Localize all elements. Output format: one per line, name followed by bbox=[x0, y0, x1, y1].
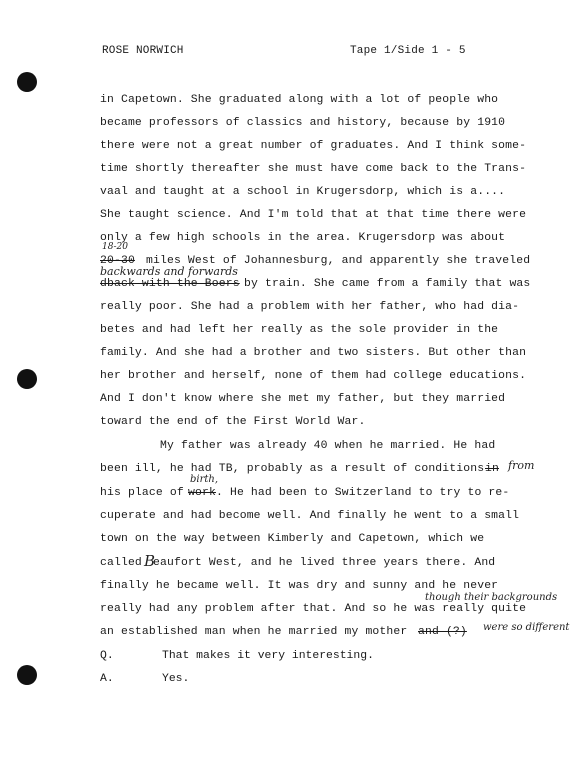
body-line: her brother and herself, none of them had college educations. bbox=[100, 370, 527, 382]
body-line: been ill, he had TB, probably as a result of conditions bbox=[100, 463, 485, 475]
struck-text: and (?) bbox=[418, 626, 467, 638]
struck-text: 20-30 bbox=[100, 255, 135, 267]
body-line: by train. She came from a family that was bbox=[244, 278, 531, 290]
struck-text: in bbox=[485, 463, 499, 475]
body-line: toward the end of the First World War. bbox=[100, 416, 366, 428]
struck-text: dback with the Boers bbox=[100, 278, 240, 290]
punch-hole bbox=[17, 665, 37, 685]
handwritten-insertion: birth, bbox=[190, 474, 219, 485]
handwritten-insertion: from bbox=[508, 459, 535, 472]
body-line: became professors of classics and history, because by 1910 bbox=[100, 117, 506, 129]
handwritten-insertion: though their backgrounds bbox=[425, 592, 558, 603]
body-line: in Capetown. She graduated along with a lot of people who bbox=[100, 94, 499, 106]
body-line: betes and had left her really as the sole provider in the bbox=[100, 324, 499, 336]
body-line: only a few high schools in the area. Krugersdorp was about bbox=[100, 232, 506, 244]
body-line: town on the way between Kimberly and Capetown, which we bbox=[100, 533, 485, 545]
body-line: really had any problem after that. And so he was really quite bbox=[100, 603, 527, 615]
body-line: really poor. She had a problem with her father, who had dia- bbox=[100, 301, 520, 313]
body-line: finally he became well. It was dry and sunny and he never bbox=[100, 580, 499, 592]
body-line: eaufort West, and he lived three years there. And bbox=[153, 557, 496, 569]
body-line: called bbox=[100, 557, 142, 569]
body-line: cuperate and had become well. And finally he went to a small bbox=[100, 510, 520, 522]
body-line: vaal and taught at a school in Krugersdorp, which is a.... bbox=[100, 186, 506, 198]
body-line: there were not a great number of graduates. And I think some- bbox=[100, 140, 527, 152]
header-name: ROSE NORWICH bbox=[102, 45, 184, 57]
body-line: And I don't know where she met my father, but they married bbox=[100, 393, 506, 405]
qa-text: That makes it very interesting. bbox=[162, 650, 374, 662]
handwritten-correction: B bbox=[144, 552, 156, 570]
body-line: She taught science. And I'm told that at that time there were bbox=[100, 209, 527, 221]
handwritten-correction: 18-20 bbox=[102, 242, 128, 252]
body-line: . He had been to Switzerland to try to re- bbox=[216, 487, 510, 499]
handwritten-insertion: backwards and forwards bbox=[100, 265, 238, 278]
handwritten-insertion: were so different bbox=[483, 622, 570, 633]
qa-label: A. bbox=[100, 673, 114, 685]
punch-hole bbox=[17, 369, 37, 389]
body-line: miles West of Johannesburg, and apparently she traveled bbox=[146, 255, 531, 267]
body-line: his place of bbox=[100, 487, 184, 499]
body-line: My father was already 40 when he married. He had bbox=[160, 440, 496, 452]
qa-label: Q. bbox=[100, 650, 114, 662]
body-line: family. And she had a brother and two sisters. But other than bbox=[100, 347, 527, 359]
punch-hole bbox=[17, 72, 37, 92]
header-tape: Tape 1/Side 1 - 5 bbox=[350, 45, 466, 57]
struck-text: work bbox=[188, 487, 216, 499]
body-line: time shortly thereafter she must have come back to the Trans- bbox=[100, 163, 527, 175]
body-line: an established man when he married my mother bbox=[100, 626, 408, 638]
qa-text: Yes. bbox=[162, 673, 190, 685]
